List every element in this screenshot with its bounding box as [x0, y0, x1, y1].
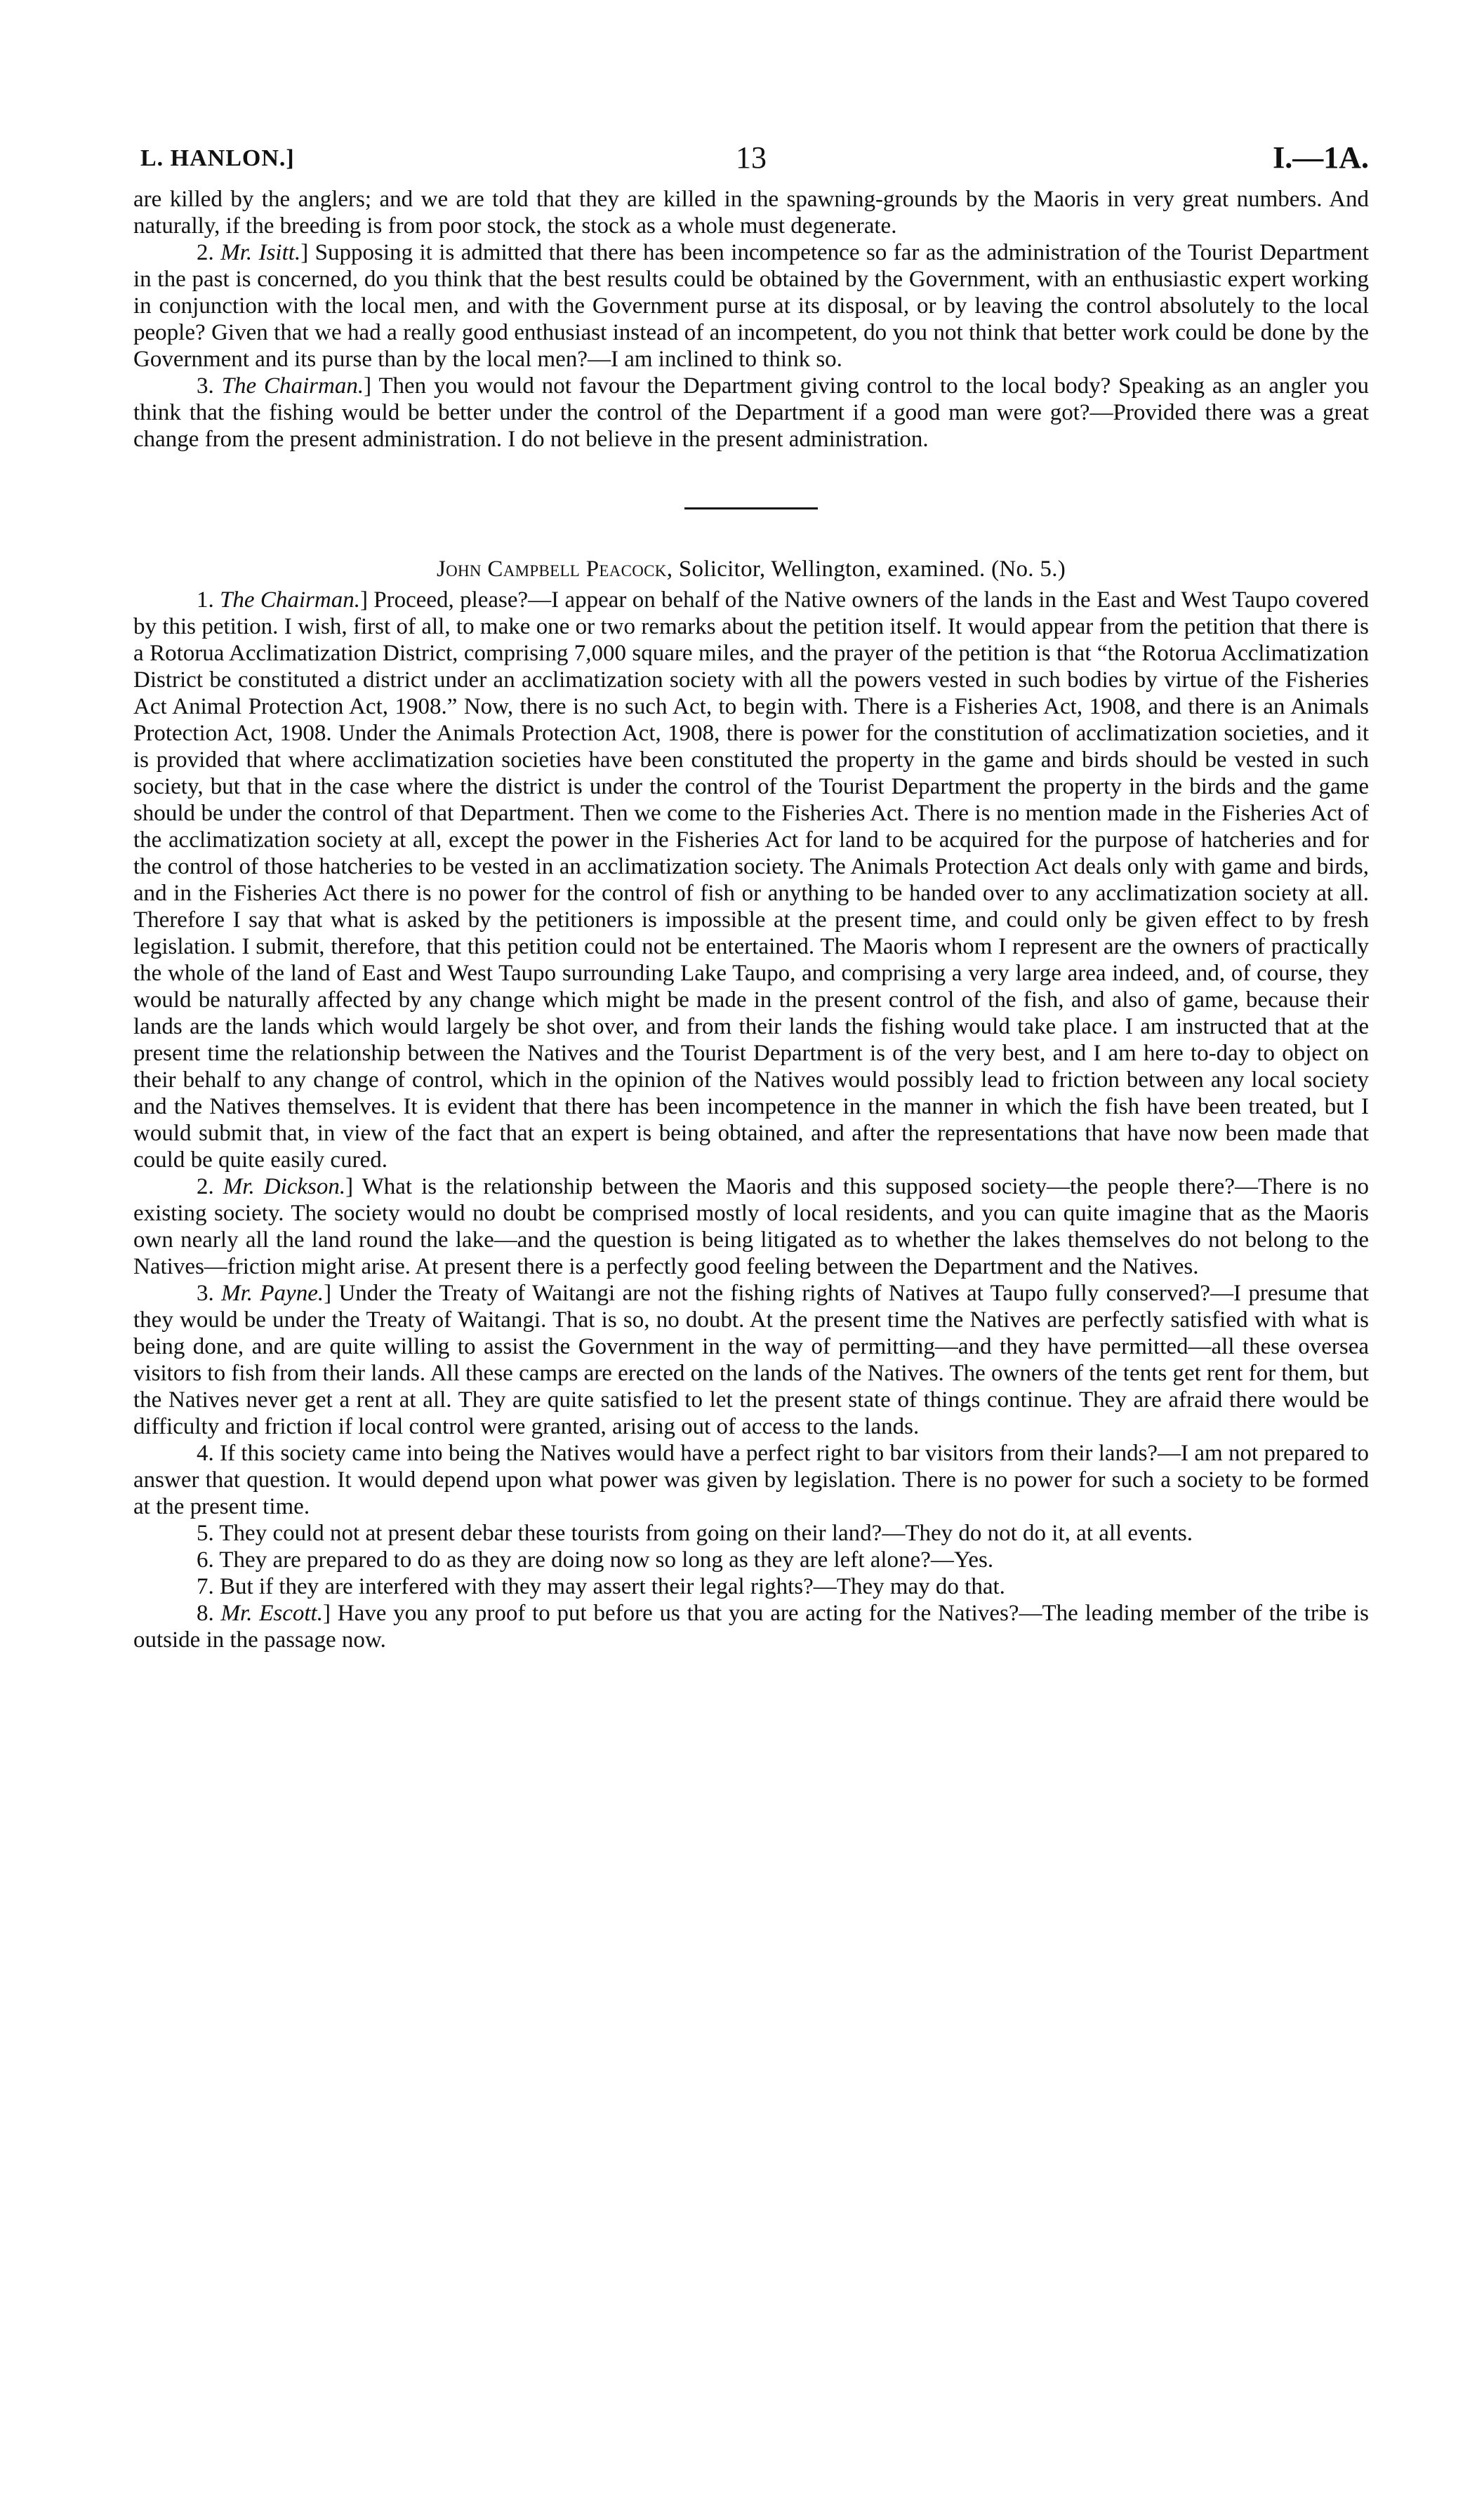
question-number: 3.	[197, 1281, 214, 1306]
question-text: ] Proceed, please?—I appear on behalf of the Native owners of the lands in the East and West Taupo covered by this petition. I wish, first of all, to make one or two remarks about the petition itself. It would appear from the petition that there is a Rotorua Acclimatization District, comprising 7,000 square miles, and the prayer of the petition is that “the Rotorua Acclimatization District be constituted a district under an acclimatization society with all the powers vested in such bodies by virtue of the Fisheries Act Animal Protection Act, 1908.” Now, there is no such Act, to begin with. There is a Fisheries Act, 1908, and there is an Animals Protection Act, 1908. Under the Animals Protection Act, 1908, there is power for the constitution of acclimatization societies, and it is provided that where acclimatization societies have been constituted the property in the game and birds should be vested in such society, but that in the case where the district is under the control of the Tourist Department the property in the birds and the game should be under the control of that Department. Then we come to the Fisheries Act. There is no mention made in the Fisheries Act of the acclimatization society at all, except the power in the Fisheries Act for land to be acquired for the purpose of hatcheries and for the control of those hatcheries to be vested in an acclimatization society. The Animals Protection Act deals only with game and birds, and in the Fisheries Act there is no power for the control of fish or anything to be handed over to any acclimatization society at all. Therefore I say that what is asked by the petitioners is impossible at the present time, and could only be given effect to by fresh legislation. I submit, therefore, that this petition could not be entertained. The Maoris whom I represent are the owners of practically the whole of the land of East and West Taupo surrounding Lake Taupo, and comprising a very large area indeed, and, of course, they would be naturally affected by any change which might be made in the present control of the fish, and also of game, because their lands are the lands which would largely be shot over, and from their lands the fishing would take place. I am instructed that at the present time the relationship between the Natives and the Tourist Department is of the very best, and I am here to-day to object on their behalf to any change of control, which in the opinion of the Natives would possibly lead to friction between any local society and the Natives themselves. It is evident that there has been incompetence in the manner in which the fish have been treated, but I would submit that, in view of the fact that an expert is being obtained, and after the representations that have now been made that could be quite easily cured.	[133, 587, 1370, 1173]
peacock-question-6: 6. They are prepared to do as they are doing now so long as they are left alone?—Yes.	[197, 1547, 994, 1573]
speaker-name: Mr. Dickson.	[223, 1174, 346, 1199]
question-number: 2.	[197, 240, 214, 265]
hanlon-continuation-paragraph: are killed by the anglers; and we are told that they are killed in the spawning-grounds by the Maoris in very great numbers. And naturally, if the breeding is from poor stock, the stock as a whole must degenerate.	[133, 187, 1369, 239]
hanlon-question-2	[133, 239, 1369, 373]
question-number: 3.	[197, 373, 214, 399]
peacock-question-7: 7. But if they are interfered with they may assert their legal rights?—They may do that.	[197, 1574, 1005, 1599]
question-number: 2.	[197, 1174, 214, 1199]
witness-heading	[133, 556, 1369, 582]
hanlon-question-3	[133, 373, 1369, 453]
peacock-question-5: 5. They could not at present debar these tourists from going on their land?—They do not do it, at all events.	[197, 1521, 1193, 1546]
question-number: 1.	[197, 587, 214, 613]
speaker-name: The Chairman.	[220, 587, 360, 613]
speaker-name: Mr. Payne.	[221, 1281, 324, 1306]
speaker-name: The Chairman.	[221, 373, 364, 399]
section-divider	[684, 507, 818, 509]
page-number: 13	[736, 140, 767, 175]
peacock-question-8	[133, 1600, 1369, 1653]
running-head-witness: L. HANLON.]	[140, 145, 295, 171]
peacock-question-1	[133, 587, 1369, 1173]
question-text: ] Then you would not favour the Department giving control to the local body? Speaking as an angler you think that the fishing would be better under the control of the Department if a good man were got?—Provided there was a great change from the present administration. I do not believe in the present administration.	[133, 373, 1369, 452]
question-text: ] What is the relationship between the Maoris and this supposed society—the people there?—There is no existing society. The society would no doubt be comprised mostly of local residents, and you can quite imagine that as the Maoris own nearly all the land round the lake—and the question is being litigated as to whether the lakes themselves do not belong to the Natives—friction might arise. At present there is a perfectly good feeling between the Department and the Natives.	[133, 1174, 1370, 1279]
peacock-question-4: 4. If this society came into being the Natives would have a perfect right to bar visitors from their lands?—I am not prepared to answer that question. It would depend upon what power was given by legislation. There is no power for such a society to be formed at the present time.	[133, 1441, 1369, 1519]
question-text: ] Under the Treaty of Waitangi are not the fishing rights of Natives at Taupo fully conserved?—I presume that they would be under the Treaty of Waitangi. That is so, no doubt. At the present time the Natives are perfectly satisfied with what is being done, and are quite willing to assist the Government in the way of permitting—and they have permitted—all these oversea visitors to fish from their lands. All these camps are erected on the lands of the Natives. The owners of the tents get rent for them, but the Natives never get a rent at all. They are quite satisfied to let the present state of things continue. They are afraid there would be difficulty and friction if local control were granted, arising out of access to the lands.	[133, 1281, 1369, 1439]
question-number: 8.	[197, 1601, 214, 1626]
document-page	[133, 137, 1369, 1653]
peacock-question-2	[133, 1173, 1369, 1280]
page-header	[133, 137, 1369, 186]
paper-reference: I.—1A.	[1273, 140, 1369, 175]
speaker-name: Mr. Isitt.	[220, 240, 301, 265]
witness-details: , Solicitor, Wellington, examined. (No. 5.)	[666, 556, 1066, 582]
speaker-name: Mr. Escott.	[220, 1601, 323, 1626]
question-text: ] Supposing it is admitted that there has been incompetence so far as the administration of the Tourist Department in the past is concerned, do you think that the best results could be obtained by the Government, with an enthusiastic expert working in conjunction with the local men, and with the Government purse at its disposal, or by leaving the control absolutely to the local people? Given that we had a really good enthusiast instead of an incompetent, do you not think that better work could be done by the Government and its purse than by the local men?—I am inclined to think so.	[133, 240, 1370, 372]
witness-name: John Campbell Peacock	[436, 556, 667, 582]
peacock-question-3	[133, 1280, 1369, 1440]
question-text: ] Have you any proof to put before us that you are acting for the Natives?—The leading member of the tribe is outside in the passage now.	[133, 1601, 1369, 1653]
